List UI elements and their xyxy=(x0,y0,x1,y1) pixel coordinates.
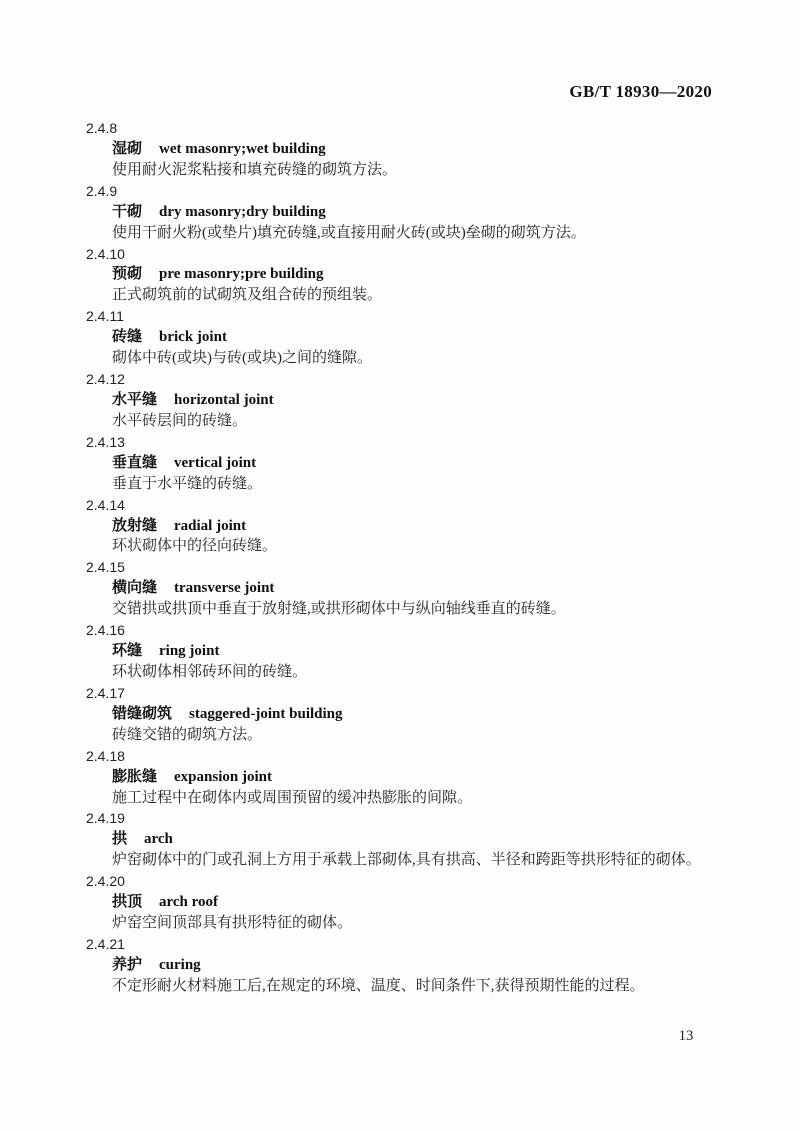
term-english: horizontal joint xyxy=(174,391,274,408)
standard-number-header: GB/T 18930—2020 xyxy=(569,82,712,101)
term-entry xyxy=(0,683,800,746)
entry-number: 2.4.14 xyxy=(86,496,125,513)
entry-definition: 炉窑空间顶部具有拱形特征的砌体。 xyxy=(112,915,353,932)
entry-number: 2.4.10 xyxy=(86,245,125,262)
term-english: vertical joint xyxy=(174,454,257,471)
term-english: arch roof xyxy=(159,894,219,911)
term-entry xyxy=(0,495,800,558)
entry-definition: 使用干耐火粉(或垫片)填充砖缝,或直接用耐火砖(或块)垒砌的砌筑方法。 xyxy=(112,224,586,241)
entry-term-line xyxy=(112,264,800,285)
entry-definition: 交错拱或拱顶中垂直于放射缝,或拱形砌体中与纵向轴线垂直的砖缝。 xyxy=(112,601,566,618)
entry-number: 2.4.13 xyxy=(86,433,125,450)
term-chinese: 砖缝 xyxy=(112,328,143,346)
term-entry xyxy=(0,244,800,307)
entry-number: 2.4.8 xyxy=(86,120,118,136)
entry-definition: 垂直于水平缝的砖缝。 xyxy=(112,475,263,492)
entry-term-line xyxy=(112,139,800,160)
entry-term-line xyxy=(112,955,800,976)
entry-term-line xyxy=(112,829,800,850)
term-chinese: 养护 xyxy=(112,955,143,973)
term-english: dry masonry;dry building xyxy=(159,203,326,220)
entry-term-line xyxy=(112,516,800,537)
page-number: 13 xyxy=(678,1028,694,1044)
term-english: ring joint xyxy=(159,643,220,660)
entry-number: 2.4.17 xyxy=(86,684,125,701)
terminology-entries xyxy=(0,118,800,997)
term-chinese: 环缝 xyxy=(112,642,143,660)
term-entry xyxy=(0,746,800,809)
entry-term-line xyxy=(112,390,800,411)
entry-number: 2.4.11 xyxy=(86,308,124,325)
term-entry xyxy=(0,620,800,683)
term-entry xyxy=(0,934,800,997)
entry-number: 2.4.19 xyxy=(86,810,125,827)
entry-definition: 使用耐火泥浆粘接和填充砖缝的砌筑方法。 xyxy=(112,161,398,178)
entry-number: 2.4.12 xyxy=(86,371,125,388)
entry-term-line xyxy=(112,641,800,662)
term-english: brick joint xyxy=(159,329,227,346)
entry-term-line xyxy=(112,453,800,474)
entry-term-line xyxy=(112,704,800,725)
entry-number: 2.4.15 xyxy=(86,559,125,576)
term-chinese: 拱顶 xyxy=(112,893,143,911)
term-chinese: 垂直缝 xyxy=(112,453,158,471)
entry-number: 2.4.16 xyxy=(86,622,125,639)
term-english: expansion joint xyxy=(174,768,272,785)
term-english: arch xyxy=(144,831,173,848)
entry-term-line xyxy=(112,767,800,788)
term-entry xyxy=(0,557,800,620)
entry-definition: 正式砌筑前的试砌筑及组合砖的预组装。 xyxy=(112,287,383,304)
term-entry xyxy=(0,808,800,871)
entry-term-line xyxy=(112,327,800,348)
entry-number: 2.4.18 xyxy=(86,747,125,764)
entry-term-line xyxy=(112,202,800,223)
entry-definition: 环状砌体相邻砖环间的砖缝。 xyxy=(112,663,308,680)
term-chinese: 水平缝 xyxy=(112,390,158,408)
term-english: transverse joint xyxy=(174,580,275,597)
term-entry xyxy=(0,432,800,495)
entry-definition: 环状砌体中的径向砖缝。 xyxy=(112,538,278,555)
entry-number: 2.4.21 xyxy=(86,935,125,952)
entry-term-line xyxy=(112,892,800,913)
term-entry xyxy=(0,181,800,244)
term-chinese: 横向缝 xyxy=(112,579,158,597)
term-chinese: 拱 xyxy=(112,830,128,848)
term-english: radial joint xyxy=(174,517,247,534)
term-entry xyxy=(0,369,800,432)
term-english: staggered-joint building xyxy=(189,705,343,722)
term-entry xyxy=(0,306,800,369)
entry-number: 2.4.9 xyxy=(86,182,118,199)
term-entry xyxy=(0,118,800,181)
term-english: wet masonry;wet building xyxy=(159,140,326,157)
entry-definition: 炉窑砌体中的门或孔洞上方用于承载上部砌体,具有拱高、半径和跨距等拱形特征的砌体。 xyxy=(112,852,701,869)
term-chinese: 膨胀缝 xyxy=(112,767,158,785)
entry-definition: 水平砖层间的砖缝。 xyxy=(112,412,248,429)
entry-number: 2.4.20 xyxy=(86,873,125,890)
term-english: pre masonry;pre building xyxy=(159,266,324,283)
term-chinese: 湿砌 xyxy=(112,139,143,157)
term-chinese: 放射缝 xyxy=(112,516,158,534)
term-chinese: 错缝砌筑 xyxy=(112,704,173,722)
entry-definition: 不定形耐火材料施工后,在规定的环境、温度、时间条件下,获得预期性能的过程。 xyxy=(112,977,645,994)
entry-definition: 砖缝交错的砌筑方法。 xyxy=(112,726,263,743)
entry-term-line xyxy=(112,578,800,599)
term-english: curing xyxy=(159,956,201,973)
term-chinese: 预砌 xyxy=(112,265,143,283)
term-entry xyxy=(0,871,800,934)
entry-definition: 施工过程中在砌体内或周围预留的缓冲热膨胀的间隙。 xyxy=(112,789,473,806)
term-chinese: 干砌 xyxy=(112,202,143,220)
entry-definition: 砌体中砖(或块)与砖(或块)之间的缝隙。 xyxy=(112,350,372,367)
